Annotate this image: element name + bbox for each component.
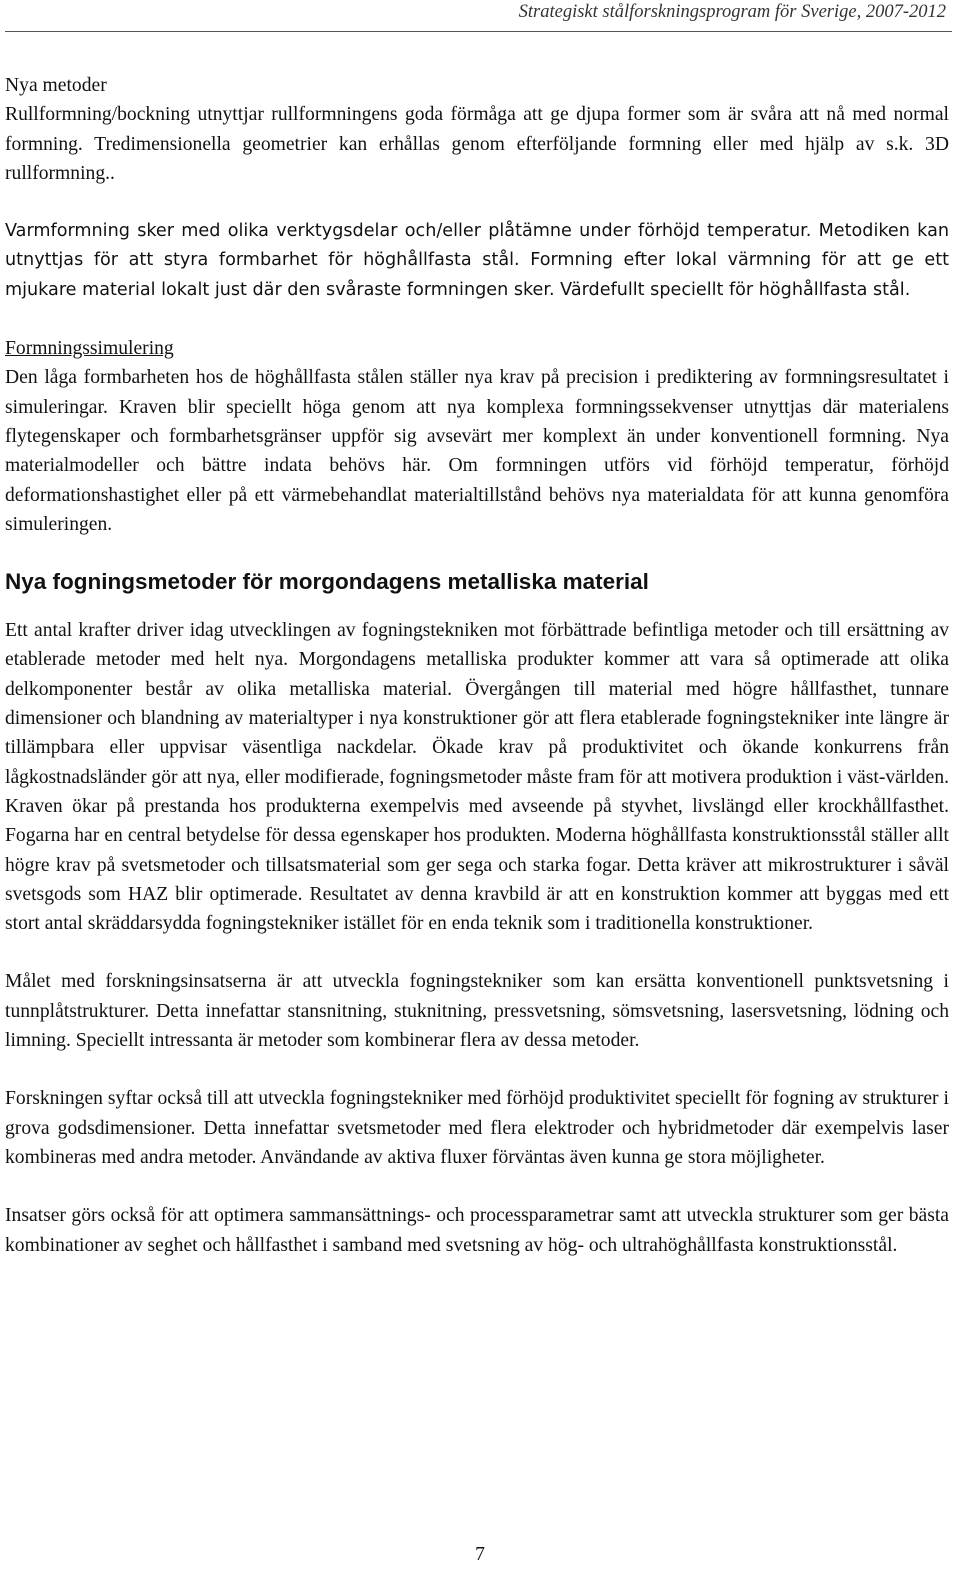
section-heading-fogning: Nya fogningsmetoder för morgondagens metalliska material [5, 569, 649, 595]
paragraph-fogning-2: Målet med forskningsinsatserna är att utveckla fogningstekniker som kan ersätta konventionell punktsvetsning i tunnplåtstrukturer. Detta innefattar stansnitning, stuknitning, pressvetsning, sömsvetsning, lasersvetsning, lödning och limning. Speciellt intressanta är metoder som kombinerar flera av dessa metoder. [5, 971, 949, 1052]
paragraph-fogning-1: Ett antal krafter driver idag utvecklingen av fogningstekniken mot förbättrade befintliga metoder och till ersättning av etablerade metoder med helt nya. Morgondagens metalliska produkter kommer att vara så optimerade att olika delkomponenter består av olika metalliska material. Övergången till material med högre hållfasthet, tunnare dimensioner och blandning av materialtyper i nya konstruktioner gör att flera etablerade fogningstekniker inte längre är tillämpbara eller uppvisar väsentliga nackdelar. Ökade krav på produktivitet och ökande konkurrens från lågkostnadsländer gör att nya, eller modifierade, fogningsmetoder måste fram för att motivera produktion i väst-världen. Kraven ökar på prestanda hos produkterna exempelvis med avseende på styvhet, livslängd eller krockhållfasthet. Fogarna har en central betydelse för dessa egenskaper hos produkten. Moderna höghållfasta konstruktionsstål ställer allt högre krav på svetsmetoder och tillsatsmaterial som ger sega och starka fogar. Detta kräver att mikrostrukturer i såväl svetsgods som HAZ blir optimerade. Resultatet av denna kravbild är att en konstruktion kommer att byggas med ett stort antal skräddarsydda fogningstekniker istället för en enda teknik som i traditionella konstruktioner. [5, 620, 950, 935]
varmformning-text: Varmformning sker med olika verktygsdelar och/eller plåtämne under förhöjd temperatur. Metodiken kan utnyttjas för att styra formbarhet för höghållfasta stål. Formning efter lokal värmning för att ge ett mjukare material lokalt just där den svåraste formningen sker. Värdefullt speciellt för höghållfasta stål. [5, 221, 949, 300]
paragraph-formningssimulering [5, 334, 949, 539]
paragraph-fogning-3: Forskningen syftar också till att utveckla fogningstekniker med förhöjd produktivitet speciellt för fogning av strukturer i grova godsdimensioner. Detta innefattar svetsmetoder med flera elektroder och hybridmetoder där exempelvis laser kombineras med andra metoder. Användande av aktiva fluxer förväntas även kunna ge stora möjligheter. [5, 1088, 949, 1168]
subsection-label-formningssimulering: Formningssimulering [5, 338, 174, 360]
formningssimulering-text: Den låga formbarheten hos de höghållfasta stålen ställer nya krav på precision i prediktering av formningsresultatet i simuleringar. Kraven blir speciellt höga genom att nya komplexa formningssekvenser utnyttjas där materialens flytegenskaper och formbarhetsgränser uppför sig avsevärt mer komplext än under konventionell formning. Nya materialmodeller och bättre indata behövs här. Om formningen utförs vid förhöjd temperatur, förhöjd deformationshastighet eller på ett värmebehandlat materialtillstånd behövs nya materialdata för att kunna genomföra simuleringen. [5, 367, 949, 535]
paragraph-nya-metoder [5, 71, 949, 188]
page-number: 7 [475, 1544, 485, 1565]
paragraph-varmformning [5, 217, 949, 305]
subsection-label-nya-metoder: Nya metoder [5, 75, 107, 96]
header-divider [5, 31, 952, 32]
nya-metoder-text: Rullformning/bockning utnyttjar rullformningens goda förmåga att ge djupa former som är svåra att nå med normal formning. Tredimensionella geometrier kan erhållas genom efterföljande formning eller med hjälp av s.k. 3D rullformning.. [5, 104, 949, 184]
document-body [5, 71, 949, 1289]
paragraph-fogning-4: Insatser görs också för att optimera sammansättnings- och processparametrar samt att utveckla strukturer som ger bästa kombinationer av seghet och hållfasthet i samband med svetsning av hög- och ultrahöghållfasta konstruktionsstål. [5, 1205, 949, 1256]
running-header-title: Strategiskt stålforskningsprogram för Sverige, 2007-2012 [518, 2, 946, 22]
